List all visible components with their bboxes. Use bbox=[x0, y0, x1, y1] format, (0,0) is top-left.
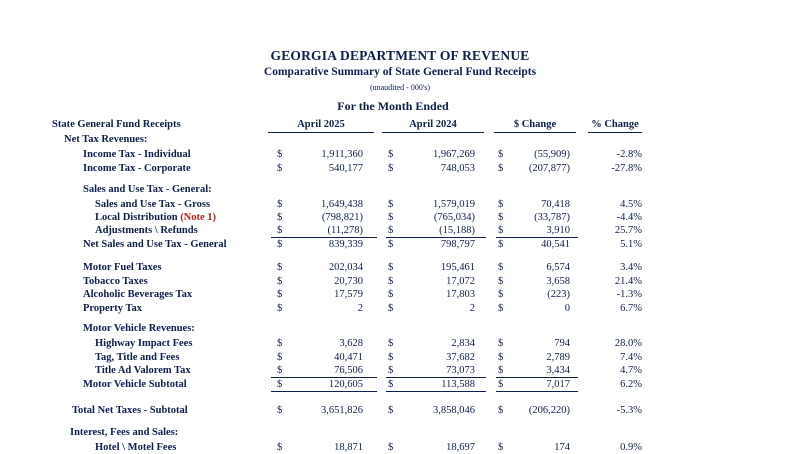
row-label bbox=[72, 404, 188, 417]
value-april-2025: 1,649,438 bbox=[321, 199, 363, 210]
row-label bbox=[83, 238, 227, 251]
currency-symbol: $ bbox=[388, 442, 394, 453]
value-dollar-change: (55,909) bbox=[534, 149, 570, 160]
value-percent-change: -5.3% bbox=[616, 405, 642, 416]
value-april-2024: 748,053 bbox=[440, 163, 475, 174]
value-april-2025: 120,605 bbox=[328, 379, 363, 390]
currency-symbol: $ bbox=[388, 225, 394, 236]
value-percent-change: -2.8% bbox=[616, 149, 642, 160]
value-april-2024: 37,682 bbox=[446, 352, 475, 363]
report-title: GEORGIA DEPARTMENT OF REVENUE bbox=[270, 48, 530, 63]
table-row bbox=[0, 211, 800, 224]
value-dollar-change: 174 bbox=[554, 442, 570, 453]
value-percent-change: 28.0% bbox=[614, 338, 642, 349]
section-motor-vehicle-revenues: Motor Vehicle Revenues: bbox=[83, 323, 195, 334]
value-dollar-change: 794 bbox=[554, 338, 570, 349]
row-label bbox=[83, 162, 191, 175]
row-label-text: Motor Vehicle Subtotal bbox=[83, 379, 187, 390]
value-percent-change: -27.8% bbox=[611, 163, 642, 174]
currency-symbol: $ bbox=[498, 442, 504, 453]
currency-symbol: $ bbox=[498, 289, 504, 300]
value-april-2025: 3,651,826 bbox=[321, 405, 363, 416]
currency-symbol: $ bbox=[388, 163, 394, 174]
currency-symbol: $ bbox=[277, 442, 283, 453]
total-underline bbox=[386, 237, 486, 238]
currency-symbol: $ bbox=[277, 303, 283, 314]
currency-symbol: $ bbox=[277, 212, 283, 223]
value-dollar-change: 0 bbox=[564, 303, 570, 314]
value-april-2024: 73,073 bbox=[446, 365, 475, 376]
currency-symbol: $ bbox=[498, 405, 504, 416]
value-april-2024: 3,858,046 bbox=[433, 405, 475, 416]
currency-symbol: $ bbox=[277, 262, 283, 273]
value-april-2025: (11,278) bbox=[327, 225, 363, 236]
currency-symbol: $ bbox=[388, 199, 394, 210]
table-row bbox=[0, 261, 800, 274]
currency-symbol: $ bbox=[388, 405, 394, 416]
value-april-2025: 540,177 bbox=[328, 163, 363, 174]
currency-symbol: $ bbox=[277, 163, 283, 174]
value-april-2024: 17,803 bbox=[446, 289, 475, 300]
currency-symbol: $ bbox=[277, 199, 283, 210]
total-underline bbox=[386, 377, 486, 378]
total-underline bbox=[386, 391, 486, 392]
total-underline bbox=[271, 237, 377, 238]
currency-symbol: $ bbox=[498, 276, 504, 287]
row-label-text: Motor Fuel Taxes bbox=[83, 262, 162, 273]
currency-symbol: $ bbox=[277, 225, 283, 236]
currency-symbol: $ bbox=[498, 212, 504, 223]
section-sales-use-tax: Sales and Use Tax - General: bbox=[83, 184, 212, 195]
row-label-note: (Note 1) bbox=[180, 212, 217, 223]
value-april-2025: 18,871 bbox=[334, 442, 363, 453]
value-dollar-change: 40,541 bbox=[541, 239, 570, 250]
table-row bbox=[0, 404, 800, 417]
value-percent-change: -4.4% bbox=[616, 212, 642, 223]
total-underline bbox=[496, 391, 578, 392]
value-april-2024: 113,588 bbox=[441, 379, 475, 390]
currency-symbol: $ bbox=[498, 199, 504, 210]
value-april-2025: 76,506 bbox=[334, 365, 363, 376]
currency-symbol: $ bbox=[498, 379, 504, 390]
currency-symbol: $ bbox=[498, 352, 504, 363]
value-percent-change: 25.7% bbox=[614, 225, 642, 236]
row-label bbox=[95, 198, 210, 211]
row-label bbox=[95, 441, 176, 454]
currency-symbol: $ bbox=[388, 365, 394, 376]
value-percent-change: -1.3% bbox=[616, 289, 642, 300]
currency-symbol: $ bbox=[388, 379, 394, 390]
value-april-2024: 18,697 bbox=[446, 442, 475, 453]
value-dollar-change: (223) bbox=[547, 289, 570, 300]
table-row bbox=[0, 224, 800, 237]
value-dollar-change: 3,434 bbox=[546, 365, 570, 376]
table-row bbox=[0, 148, 800, 161]
value-dollar-change: 2,789 bbox=[546, 352, 570, 363]
value-percent-change: 4.5% bbox=[620, 199, 642, 210]
value-april-2025: 40,471 bbox=[334, 352, 363, 363]
section-net-tax-revenues: Net Tax Revenues: bbox=[64, 134, 148, 145]
currency-symbol: $ bbox=[388, 276, 394, 287]
table-row bbox=[0, 302, 800, 315]
value-dollar-change: (206,220) bbox=[528, 405, 570, 416]
table-row bbox=[0, 275, 800, 288]
currency-symbol: $ bbox=[498, 365, 504, 376]
currency-symbol: $ bbox=[388, 338, 394, 349]
table-row bbox=[0, 288, 800, 301]
value-dollar-change: 6,574 bbox=[546, 262, 570, 273]
column-header-april-2024: April 2024 bbox=[382, 119, 484, 133]
currency-symbol: $ bbox=[498, 225, 504, 236]
value-percent-change: 6.7% bbox=[620, 303, 642, 314]
table-row bbox=[0, 351, 800, 364]
value-april-2024: 2,834 bbox=[451, 338, 475, 349]
row-label-text: Net Sales and Use Tax - General bbox=[83, 239, 227, 250]
value-april-2025: 202,034 bbox=[328, 262, 363, 273]
value-april-2025: 3,628 bbox=[339, 338, 363, 349]
table-row bbox=[0, 162, 800, 175]
value-percent-change: 4.7% bbox=[620, 365, 642, 376]
report-subtitle: Comparative Summary of State General Fund Receipts bbox=[263, 66, 537, 78]
value-dollar-change: 7,017 bbox=[546, 379, 570, 390]
currency-symbol: $ bbox=[388, 289, 394, 300]
value-april-2024: 17,072 bbox=[446, 276, 475, 287]
table-row bbox=[0, 238, 800, 251]
column-header-dollar-change: $ Change bbox=[494, 119, 576, 133]
row-label-text: Total Net Taxes - Subtotal bbox=[72, 405, 188, 416]
value-april-2024: 1,967,269 bbox=[433, 149, 475, 160]
value-dollar-change: (207,877) bbox=[528, 163, 570, 174]
currency-symbol: $ bbox=[277, 289, 283, 300]
value-april-2024: (765,034) bbox=[433, 212, 475, 223]
row-label bbox=[83, 378, 187, 391]
row-label-text: Property Tax bbox=[83, 303, 143, 314]
row-label bbox=[83, 288, 192, 301]
value-percent-change: 3.4% bbox=[620, 262, 642, 273]
value-percent-change: 5.1% bbox=[620, 239, 642, 250]
currency-symbol: $ bbox=[277, 338, 283, 349]
row-label bbox=[83, 148, 191, 161]
row-label-text: Income Tax - Corporate bbox=[83, 163, 191, 174]
value-april-2025: 17,579 bbox=[334, 289, 363, 300]
value-april-2024: 195,461 bbox=[440, 262, 475, 273]
row-label-text: Highway Impact Fees bbox=[95, 338, 193, 349]
row-label-text: Alcoholic Beverages Tax bbox=[83, 289, 193, 300]
value-april-2024: 1,579,019 bbox=[433, 199, 475, 210]
row-label bbox=[83, 261, 162, 274]
currency-symbol: $ bbox=[388, 262, 394, 273]
row-label-text: Tobacco Taxes bbox=[83, 276, 148, 287]
total-underline bbox=[496, 377, 578, 378]
table-row bbox=[0, 337, 800, 350]
row-label bbox=[95, 211, 216, 224]
currency-symbol: $ bbox=[277, 239, 283, 250]
row-label bbox=[95, 224, 198, 237]
table-row bbox=[0, 441, 800, 454]
value-april-2025: 1,911,360 bbox=[321, 149, 363, 160]
value-percent-change: 7.4% bbox=[620, 352, 642, 363]
month-header: For the Month Ended bbox=[337, 99, 449, 113]
row-label bbox=[83, 275, 148, 288]
value-april-2024: 2 bbox=[469, 303, 475, 314]
currency-symbol: $ bbox=[498, 303, 504, 314]
currency-symbol: $ bbox=[498, 338, 504, 349]
row-label-text: Sales and Use Tax - Gross bbox=[95, 199, 211, 210]
column-header-percent-change: % Change bbox=[588, 119, 642, 133]
currency-symbol: $ bbox=[498, 239, 504, 250]
currency-symbol: $ bbox=[277, 352, 283, 363]
value-april-2024: 798,797 bbox=[440, 239, 475, 250]
row-label-text: Income Tax - Individual bbox=[83, 149, 191, 160]
currency-symbol: $ bbox=[388, 212, 394, 223]
table-row bbox=[0, 198, 800, 211]
total-underline bbox=[496, 237, 578, 238]
table-row bbox=[0, 364, 800, 377]
row-label-text: Tag, Title and Fees bbox=[95, 352, 180, 363]
currency-symbol: $ bbox=[388, 149, 394, 160]
currency-symbol: $ bbox=[388, 352, 394, 363]
total-underline bbox=[271, 377, 377, 378]
value-percent-change: 6.2% bbox=[620, 379, 642, 390]
report-unit-note: (unaudited - 000's) bbox=[369, 83, 431, 92]
value-dollar-change: (33,787) bbox=[534, 212, 570, 223]
value-april-2025: (798,821) bbox=[321, 212, 363, 223]
value-april-2024: (15,188) bbox=[439, 225, 475, 236]
total-underline bbox=[271, 391, 377, 392]
currency-symbol: $ bbox=[498, 262, 504, 273]
row-label-text: Local Distribution bbox=[95, 212, 178, 223]
row-label bbox=[95, 364, 191, 377]
currency-symbol: $ bbox=[277, 276, 283, 287]
value-april-2025: 20,730 bbox=[334, 276, 363, 287]
currency-symbol: $ bbox=[277, 379, 283, 390]
value-percent-change: 0.9% bbox=[620, 442, 642, 453]
value-percent-change: 21.4% bbox=[614, 276, 642, 287]
section-interest-fees-sales: Interest, Fees and Sales: bbox=[70, 427, 179, 438]
currency-symbol: $ bbox=[277, 405, 283, 416]
row-label bbox=[95, 351, 179, 364]
value-dollar-change: 70,418 bbox=[541, 199, 570, 210]
currency-symbol: $ bbox=[277, 365, 283, 376]
value-april-2025: 839,339 bbox=[328, 239, 363, 250]
column-header-april-2025: April 2025 bbox=[268, 119, 374, 133]
row-label-text: Title Ad Valorem Tax bbox=[95, 365, 191, 376]
currency-symbol: $ bbox=[277, 149, 283, 160]
value-dollar-change: 3,658 bbox=[546, 276, 570, 287]
table-row bbox=[0, 378, 800, 391]
value-dollar-change: 3,910 bbox=[546, 225, 570, 236]
currency-symbol: $ bbox=[498, 149, 504, 160]
row-label-text: Adjustments \ Refunds bbox=[95, 225, 198, 236]
currency-symbol: $ bbox=[388, 303, 394, 314]
row-label-text: Hotel \ Motel Fees bbox=[95, 442, 177, 453]
currency-symbol: $ bbox=[388, 239, 394, 250]
row-label bbox=[83, 302, 142, 315]
left-column-header: State General Fund Receipts bbox=[52, 119, 181, 130]
row-label bbox=[95, 337, 192, 350]
value-april-2025: 2 bbox=[357, 303, 363, 314]
currency-symbol: $ bbox=[498, 163, 504, 174]
